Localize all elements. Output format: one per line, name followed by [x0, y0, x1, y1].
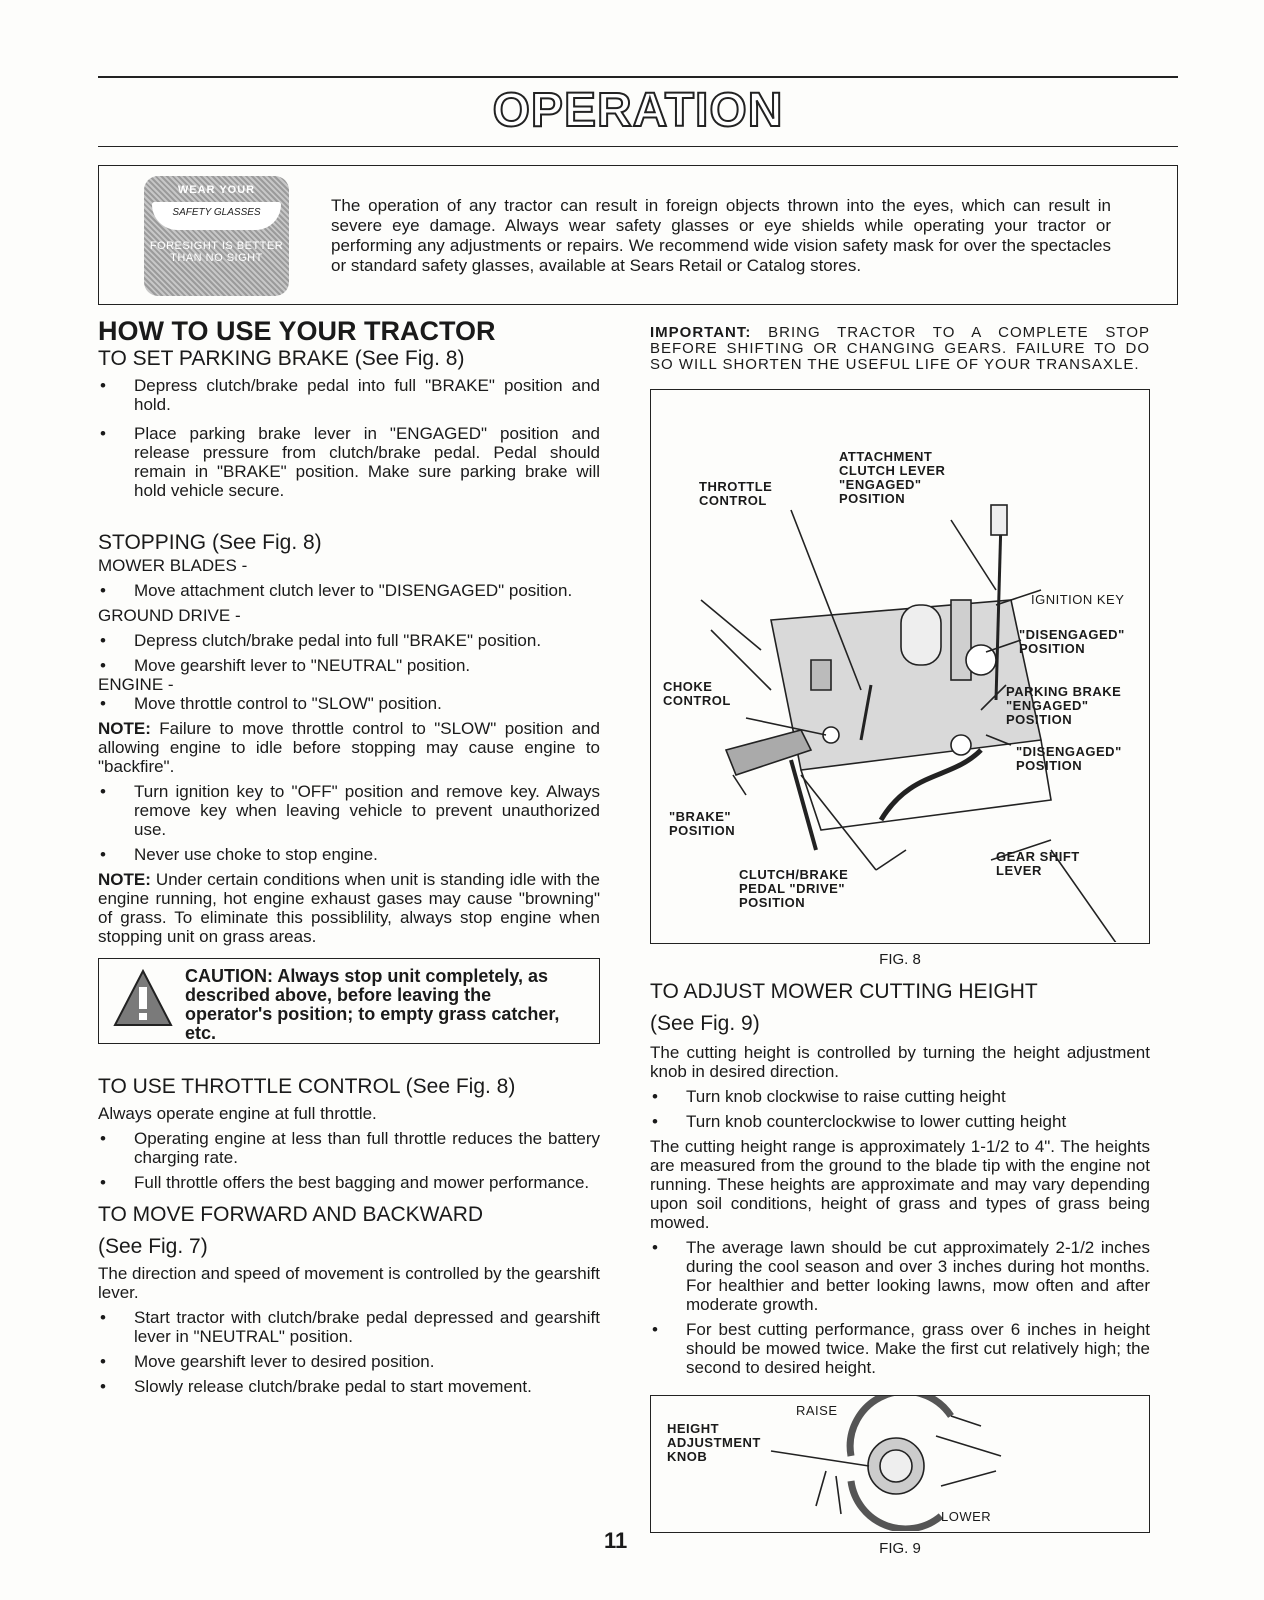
fig8-label-attachment: ATTACHMENT CLUTCH LEVER "ENGAGED" POSITION — [839, 449, 946, 506]
fig8-label-throttle: THROTTLE CONTROL — [699, 479, 773, 508]
adjust-list-1 — [650, 1087, 1150, 1131]
stopping-heading: STOPPING (See Fig. 8) — [98, 531, 322, 554]
badge-line-1: WEAR YOUR — [177, 184, 256, 196]
list-item: • Depress clutch/brake pedal into full "BRAKE" position and hold. — [98, 376, 600, 414]
list-item: • Operating engine at less than full throttle reduces the battery charging rate. — [98, 1129, 600, 1167]
fig8-label-disengaged-2: "DISENGAGED" POSITION — [1016, 744, 1122, 773]
page-title: OPERATION — [492, 84, 784, 137]
throttle-heading: TO USE THROTTLE CONTROL (See Fig. 8) — [98, 1075, 516, 1098]
forward-subheading: (See Fig. 7) — [98, 1235, 208, 1258]
list-item: • Move attachment clutch lever to "DISENGAGED" position. — [98, 581, 600, 600]
note-2 — [98, 870, 600, 946]
list-item: • Place parking brake lever in "ENGAGED" position and release pressure from clutch/brake pedal. Pedal should remain in "BRAKE" position. Make sure parking brake will hold vehicle secure. — [98, 424, 600, 500]
fig9-caption: FIG. 9 — [879, 1540, 921, 1557]
list-item: • Turn ignition key to "OFF" position and remove key. Always remove key when leaving vehicle to prevent unauthorized use. — [98, 782, 600, 839]
badge-line-2: SAFETY GLASSES — [152, 202, 281, 230]
top-rule — [98, 76, 1178, 78]
blades-list — [98, 581, 600, 600]
fig8-label-brake: "BRAKE" POSITION — [669, 809, 736, 838]
fig8-label-clutch: CLUTCH/BRAKE PEDAL "DRIVE" POSITION — [739, 867, 849, 910]
adjust-list-2 — [650, 1238, 1150, 1377]
list-item: • Move throttle control to "SLOW" position. — [98, 694, 600, 713]
fig8-label-disengaged-1: "DISENGAGED" POSITION — [1019, 627, 1125, 656]
forward-heading: TO MOVE FORWARD AND BACKWARD — [98, 1203, 484, 1226]
engine-label: ENGINE - — [98, 675, 174, 694]
safety-glasses-badge — [144, 176, 289, 296]
throttle-list — [98, 1129, 600, 1192]
forward-intro: The direction and speed of movement is controlled by the gearshift lever. — [98, 1264, 600, 1302]
list-item: • Slowly release clutch/brake pedal to start movement. — [98, 1377, 600, 1396]
list-item: • Full throttle offers the best bagging and mower performance. — [98, 1173, 600, 1192]
engine-list — [98, 694, 600, 713]
badge-line-3: FORESIGHT IS BETTER — [149, 240, 284, 252]
important-notice — [650, 325, 1150, 373]
fig9-label-lower: LOWER — [941, 1509, 992, 1524]
fig8-caption: FIG. 8 — [879, 951, 921, 968]
main-heading: HOW TO USE YOUR TRACTOR — [98, 316, 496, 346]
fig8-label-gearshift: GEAR SHIFT LEVER — [996, 849, 1080, 878]
list-item: • For best cutting performance, grass over 6 inches in height should be mowed twice. Make the first cut relatively high; the second to desired height. — [650, 1320, 1150, 1377]
safety-notice — [98, 165, 1178, 305]
note-2-text: Under certain conditions when unit is standing idle with the engine running, hot engine exhaust gases may cause "browning" of grass. To eliminate this possiblility, always stop engine when stopping unit on grass areas. — [98, 870, 600, 946]
figure-9 — [650, 1395, 1150, 1533]
note-1-label: NOTE: — [98, 719, 151, 738]
left-column — [98, 316, 600, 1396]
important-text: BRING TRACTOR TO A COMPLETE STOP BEFORE SHIFTING OR CHANGING GEARS. FAILURE TO DO SO WILL SHORTEN THE USEFUL LIFE OF YOUR TRANSAXLE. — [650, 324, 1150, 373]
important-label: IMPORTANT: — [650, 324, 752, 341]
list-item: • Depress clutch/brake pedal into full "BRAKE" position. — [98, 631, 600, 650]
list-item: • Move gearshift lever to desired position. — [98, 1352, 600, 1371]
throttle-intro: Always operate engine at full throttle. — [98, 1104, 377, 1123]
adjust-heading: TO ADJUST MOWER CUTTING HEIGHT — [650, 980, 1038, 1003]
fig9-label-knob: HEIGHT ADJUSTMENT KNOB — [667, 1421, 761, 1464]
ground-drive-label: GROUND DRIVE - — [98, 606, 241, 625]
drive-list — [98, 631, 600, 675]
forward-list — [98, 1308, 600, 1396]
list-item: • The average lawn should be cut approximately 2-1/2 inches during the cool season and over 3 inches during hot months. For healthier and better looking lawns, mow often and after moderate growth. — [650, 1238, 1150, 1314]
parking-list — [98, 376, 600, 500]
engine-list-2 — [98, 782, 600, 864]
adjust-subheading: (See Fig. 9) — [650, 1012, 760, 1035]
mower-blades-label: MOWER BLADES - — [98, 556, 248, 575]
safety-text: The operation of any tractor can result in foreign objects thrown into the eyes, which can result in severe eye damage. Always wear safety glasses or eye shields while operating your tractor or performing any adjustments or repairs. We recommend wide vision safety mask for over the spectacles or standard safety glasses, available at Sears Retail or Catalog stores. — [331, 196, 1111, 275]
note-1 — [98, 719, 600, 776]
list-item: • Turn knob counterclockwise to lower cutting height — [650, 1112, 1150, 1131]
parking-heading: TO SET PARKING BRAKE (See Fig. 8) — [98, 347, 465, 370]
caution-box — [98, 958, 600, 1044]
adjust-paragraph: The cutting height range is approximately 1-1/2 to 4". The heights are measured from the ground to the blade tip with the engine not running. These heights are approximate and may vary depending upon soil conditions, height of grass and types of grass being mowed. — [650, 1137, 1150, 1232]
fig8-label-choke: CHOKE CONTROL — [663, 679, 731, 708]
list-item: • Turn knob clockwise to raise cutting height — [650, 1087, 1150, 1106]
page-number: 11 — [604, 1528, 628, 1553]
note-1-text: Failure to move throttle control to "SLOW" position and allowing engine to idle before stopping may cause engine to "backfire". — [98, 719, 600, 776]
adjust-intro: The cutting height is controlled by turning the height adjustment knob in desired direction. — [650, 1043, 1150, 1081]
warning-icon — [113, 969, 173, 1029]
right-column — [650, 325, 1150, 1558]
note-2-label: NOTE: — [98, 870, 151, 889]
badge-line-4: THAN NO SIGHT — [170, 252, 263, 264]
list-item: • Never use choke to stop engine. — [98, 845, 600, 864]
fig8-label-ignition: IGNITION KEY — [1031, 592, 1125, 607]
title-underline — [98, 146, 1178, 147]
fig8-label-parking: PARKING BRAKE "ENGAGED" POSITION — [1006, 684, 1122, 727]
list-item: • Start tractor with clutch/brake pedal depressed and gearshift lever in "NEUTRAL" position. — [98, 1308, 600, 1346]
list-item: • Move gearshift lever to "NEUTRAL" position. — [98, 656, 600, 675]
figure-8 — [650, 389, 1150, 944]
fig9-label-raise: RAISE — [796, 1403, 838, 1418]
caution-text: CAUTION: Always stop unit completely, as described above, before leaving the operator's position; to empty grass catcher, etc. — [185, 966, 560, 1043]
